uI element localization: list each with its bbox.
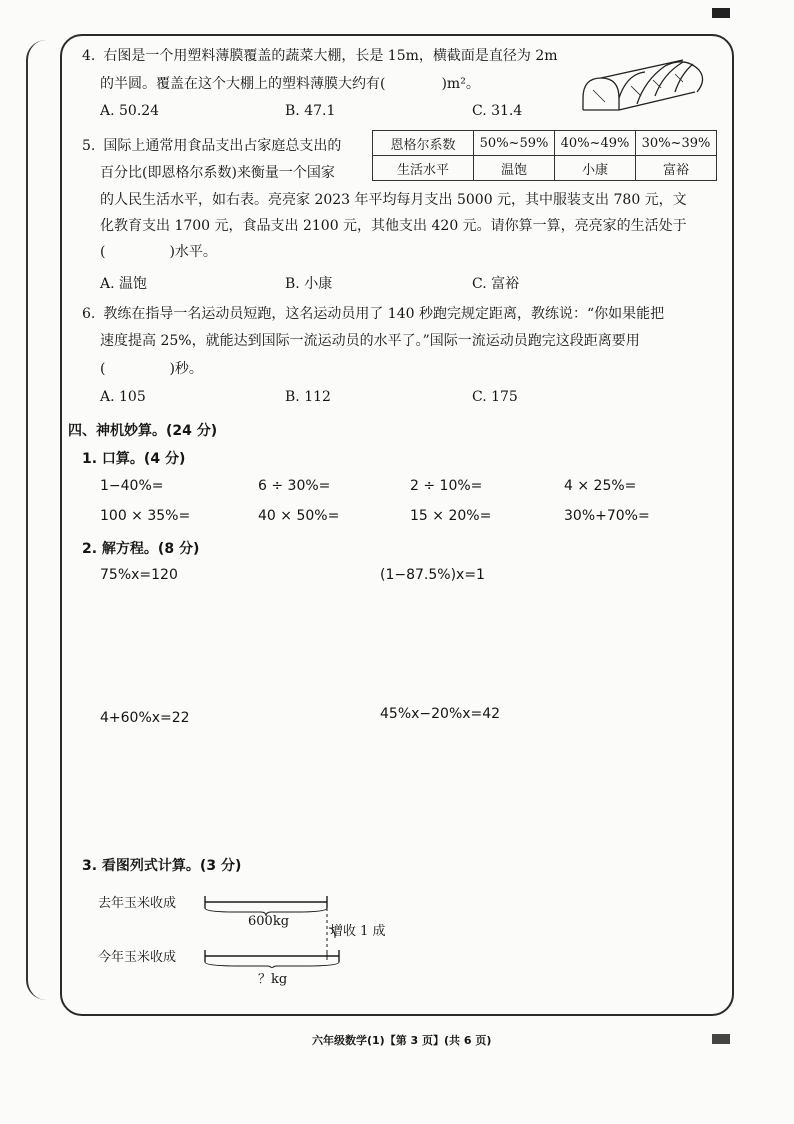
oral-calc-title: 1. 口算。(4 分) [82,451,186,467]
q5-line3: 的人民生活水平，如右表。亮亮家 2023 年平均每月支出 5000 元，其中服装支出 780 元，文 [100,192,687,208]
q4-line2: 的半圆。覆盖在这个大棚上的塑料薄膜大约有( )m²。 [100,76,480,92]
q4-option-b[interactable]: B. 47.1 [285,103,336,119]
last-year-value: 600kg [248,914,290,929]
greenhouse-illustration [575,52,725,118]
diagram-title: 3. 看图列式计算。(3 分) [82,858,242,874]
equation: 45%x−20%x=42 [380,706,501,722]
corner-mark-bottom [712,1034,730,1044]
engel-table [372,130,717,181]
this-year-label: 今年玉米收成 [98,950,177,965]
q6-option-b[interactable]: B. 112 [285,389,331,405]
oral-item: 4 × 25%= [564,478,637,494]
oral-item: 2 ÷ 10%= [410,478,483,494]
corner-mark-top [712,8,730,18]
q6-line3: ( )秒。 [100,361,203,377]
q5-line2: 百分比(即恩格尔系数)来衡量一个国家 [100,165,335,181]
equations-title: 2. 解方程。(8 分) [82,541,200,557]
equation: 75%x=120 [100,567,178,583]
q6-line2: 速度提高 25%，就能达到国际一流运动员的水平了。”国际一流运动员跑完这段距离要用 [100,333,640,349]
page-footer: 六年级数学(1)【第 3 页】(共 6 页) [312,1034,492,1047]
table-cell: 生活水平 [373,156,474,181]
table-cell: 小康 [555,156,636,181]
q6-line1: 6. 教练在指导一名运动员短跑，这名运动员用了 140 秒跑完规定距离，教练说：“你如果能把 [82,306,665,322]
table-cell: 40%~49% [555,131,636,156]
unknown-value: ？kg [258,972,288,987]
q5-option-c[interactable]: C. 富裕 [472,276,520,292]
oral-item: 40 × 50%= [258,508,340,524]
q6-option-a[interactable]: A. 105 [100,389,146,405]
table-cell: 30%~39% [636,131,717,156]
oral-item: 6 ÷ 30%= [258,478,331,494]
engel-table-row [373,156,717,181]
q5-line1: 5. 国际上通常用食品支出占家庭总支出的 [82,138,342,154]
q5-option-a[interactable]: A. 温饱 [100,276,148,292]
q5-line4: 化教育支出 1700 元，食品支出 2100 元，其他支出 420 元。请你算一算，亮亮家的生活处于 [100,218,687,234]
q5-line5: ( )水平。 [100,244,217,260]
engel-table-row [373,131,717,156]
oral-item: 15 × 20%= [410,508,492,524]
q6-option-c[interactable]: C. 175 [472,389,518,405]
equation: 4+60%x=22 [100,710,190,726]
section-title: 四、神机妙算。(24 分) [68,423,218,439]
last-year-label: 去年玉米收成 [98,896,177,911]
binding-curve [26,40,48,1000]
oral-item: 1−40%= [100,478,164,494]
increase-label: 增收 1 成 [330,924,386,939]
q4-option-c[interactable]: C. 31.4 [472,103,523,119]
q4-line1: 4. 右图是一个用塑料薄膜覆盖的蔬菜大棚，长是 15m，横截面是直径为 2m [82,48,558,64]
q4-option-a[interactable]: A. 50.24 [100,103,160,119]
table-cell: 50%~59% [474,131,555,156]
oral-item: 100 × 35%= [100,508,191,524]
oral-item: 30%+70%= [564,508,650,524]
table-cell: 温饱 [474,156,555,181]
table-cell: 富裕 [636,156,717,181]
table-cell: 恩格尔系数 [373,131,474,156]
q5-option-b[interactable]: B. 小康 [285,276,333,292]
equation: (1−87.5%)x=1 [380,567,485,583]
